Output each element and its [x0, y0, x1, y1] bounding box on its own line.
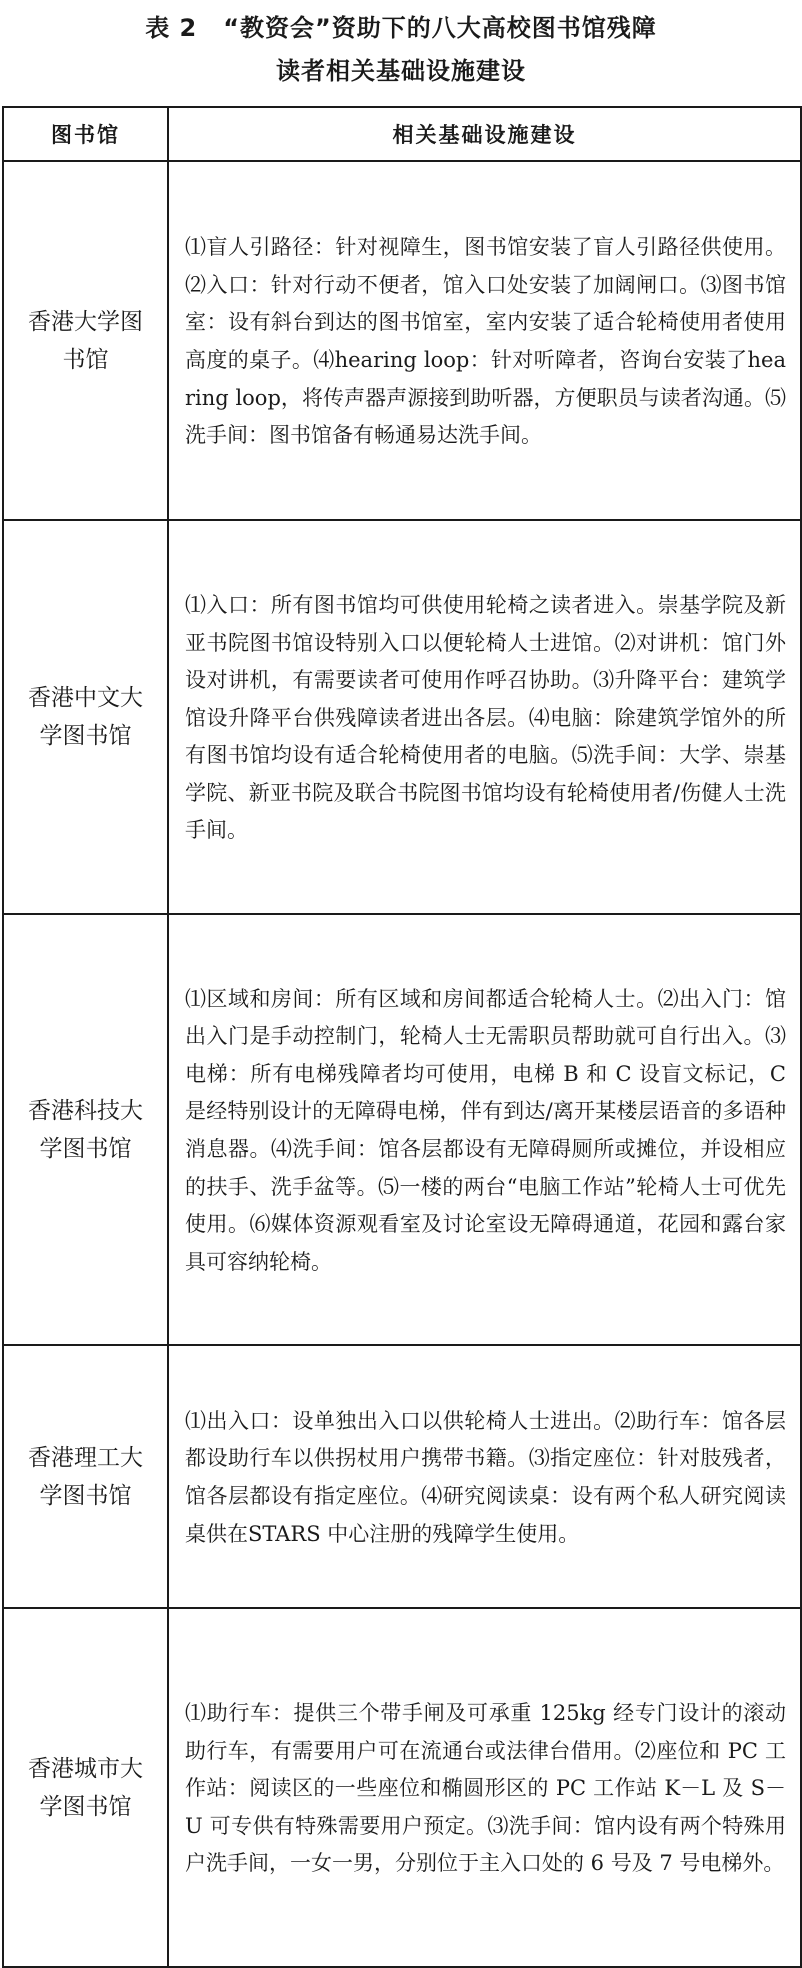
table-row — [3, 1608, 801, 1967]
table-row — [3, 161, 801, 520]
table-header-row — [3, 107, 801, 161]
table-caption — [2, 0, 800, 106]
table-row — [3, 914, 801, 1345]
table-number: 表 2 — [145, 14, 198, 42]
library-name: 香港科技大学图书馆 — [3, 914, 168, 1345]
facilities-description: ⑴盲人引路径：针对视障生，图书馆安装了盲人引路径供使用。⑵入口：针对行动不便者，馆入口处安装了加阔闸口。⑶图书馆室：设有斜台到达的图书馆室，室内安装了适合轮椅使用者使用高度的桌子。⑷hearing loop：针对听障者，咨询台安装了hearing loop，将传声器声源接到助听器，方便职员与读者沟通。⑸洗手间：图书馆备有畅通易达洗手间。 — [168, 161, 801, 520]
document-page — [2, 0, 800, 1931]
table-row — [3, 1345, 801, 1608]
facilities-description: ⑴区域和房间：所有区域和房间都适合轮椅人士。⑵出入门：馆出入门是手动控制门，轮椅人士无需职员帮助就可自行出入。⑶电梯：所有电梯残障者均可使用，电梯 B 和 C 设盲文标记，C 是经特别设计的无障碍电梯，伴有到达/离开某楼层语音的多语种消息器。⑷洗手间：馆各层都设有无障碍厕所或摊位，并设相应的扶手、洗手盆等。⑸一楼的两台“电脑工作站”轮椅人士可优先使用。⑹媒体资源观看室及讨论室设无障碍通道，花园和露台家具可容纳轮椅。 — [168, 914, 801, 1345]
library-name: 香港城市大学图书馆 — [3, 1608, 168, 1967]
library-name: 香港大学图书馆 — [3, 161, 168, 520]
header-library: 图书馆 — [3, 107, 168, 161]
header-facilities: 相关基础设施建设 — [168, 107, 801, 161]
library-name: 香港理工大学图书馆 — [3, 1345, 168, 1608]
library-name: 香港中文大学图书馆 — [3, 520, 168, 914]
facilities-description: ⑴助行车：提供三个带手闸及可承重 125kg 经专门设计的滚动助行车，有需要用户可在流通台或法律台借用。⑵座位和 PC 工作站：阅读区的一些座位和椭圆形区的 PC 工作站 K－L 及 S－U 可专供有特殊需要用户预定。⑶洗手间：馆内设有两个特殊用户洗手间，一女一男，分别位于主入口处的 6 号及 7 号电梯外。 — [168, 1608, 801, 1967]
facilities-table — [2, 106, 802, 1968]
caption-title-part-2: 读者相关基础设施建设 — [276, 57, 526, 85]
facilities-description: ⑴入口：所有图书馆均可供使用轮椅之读者进入。崇基学院及新亚书院图书馆设特别入口以便轮椅人士进馆。⑵对讲机：馆门外设对讲机，有需要读者可使用作呼召协助。⑶升降平台：建筑学馆设升降平台供残障读者进出各层。⑷电脑：除建筑学馆外的所有图书馆均设有适合轮椅使用者的电脑。⑸洗手间：大学、崇基学院、新亚书院及联合书院图书馆均设有轮椅使用者/伤健人士洗手间。 — [168, 520, 801, 914]
caption-title-part-1: “教资会”资助下的八大高校图书馆残障 — [223, 14, 657, 42]
caption-line-1 — [2, 10, 800, 47]
table-row — [3, 520, 801, 914]
facilities-description: ⑴出入口：设单独出入口以供轮椅人士进出。⑵助行车：馆各层都设助行车以供拐杖用户携带书籍。⑶指定座位：针对肢残者，馆各层都设有指定座位。⑷研究阅读桌：设有两个私人研究阅读桌供在STARS 中心注册的残障学生使用。 — [168, 1345, 801, 1608]
